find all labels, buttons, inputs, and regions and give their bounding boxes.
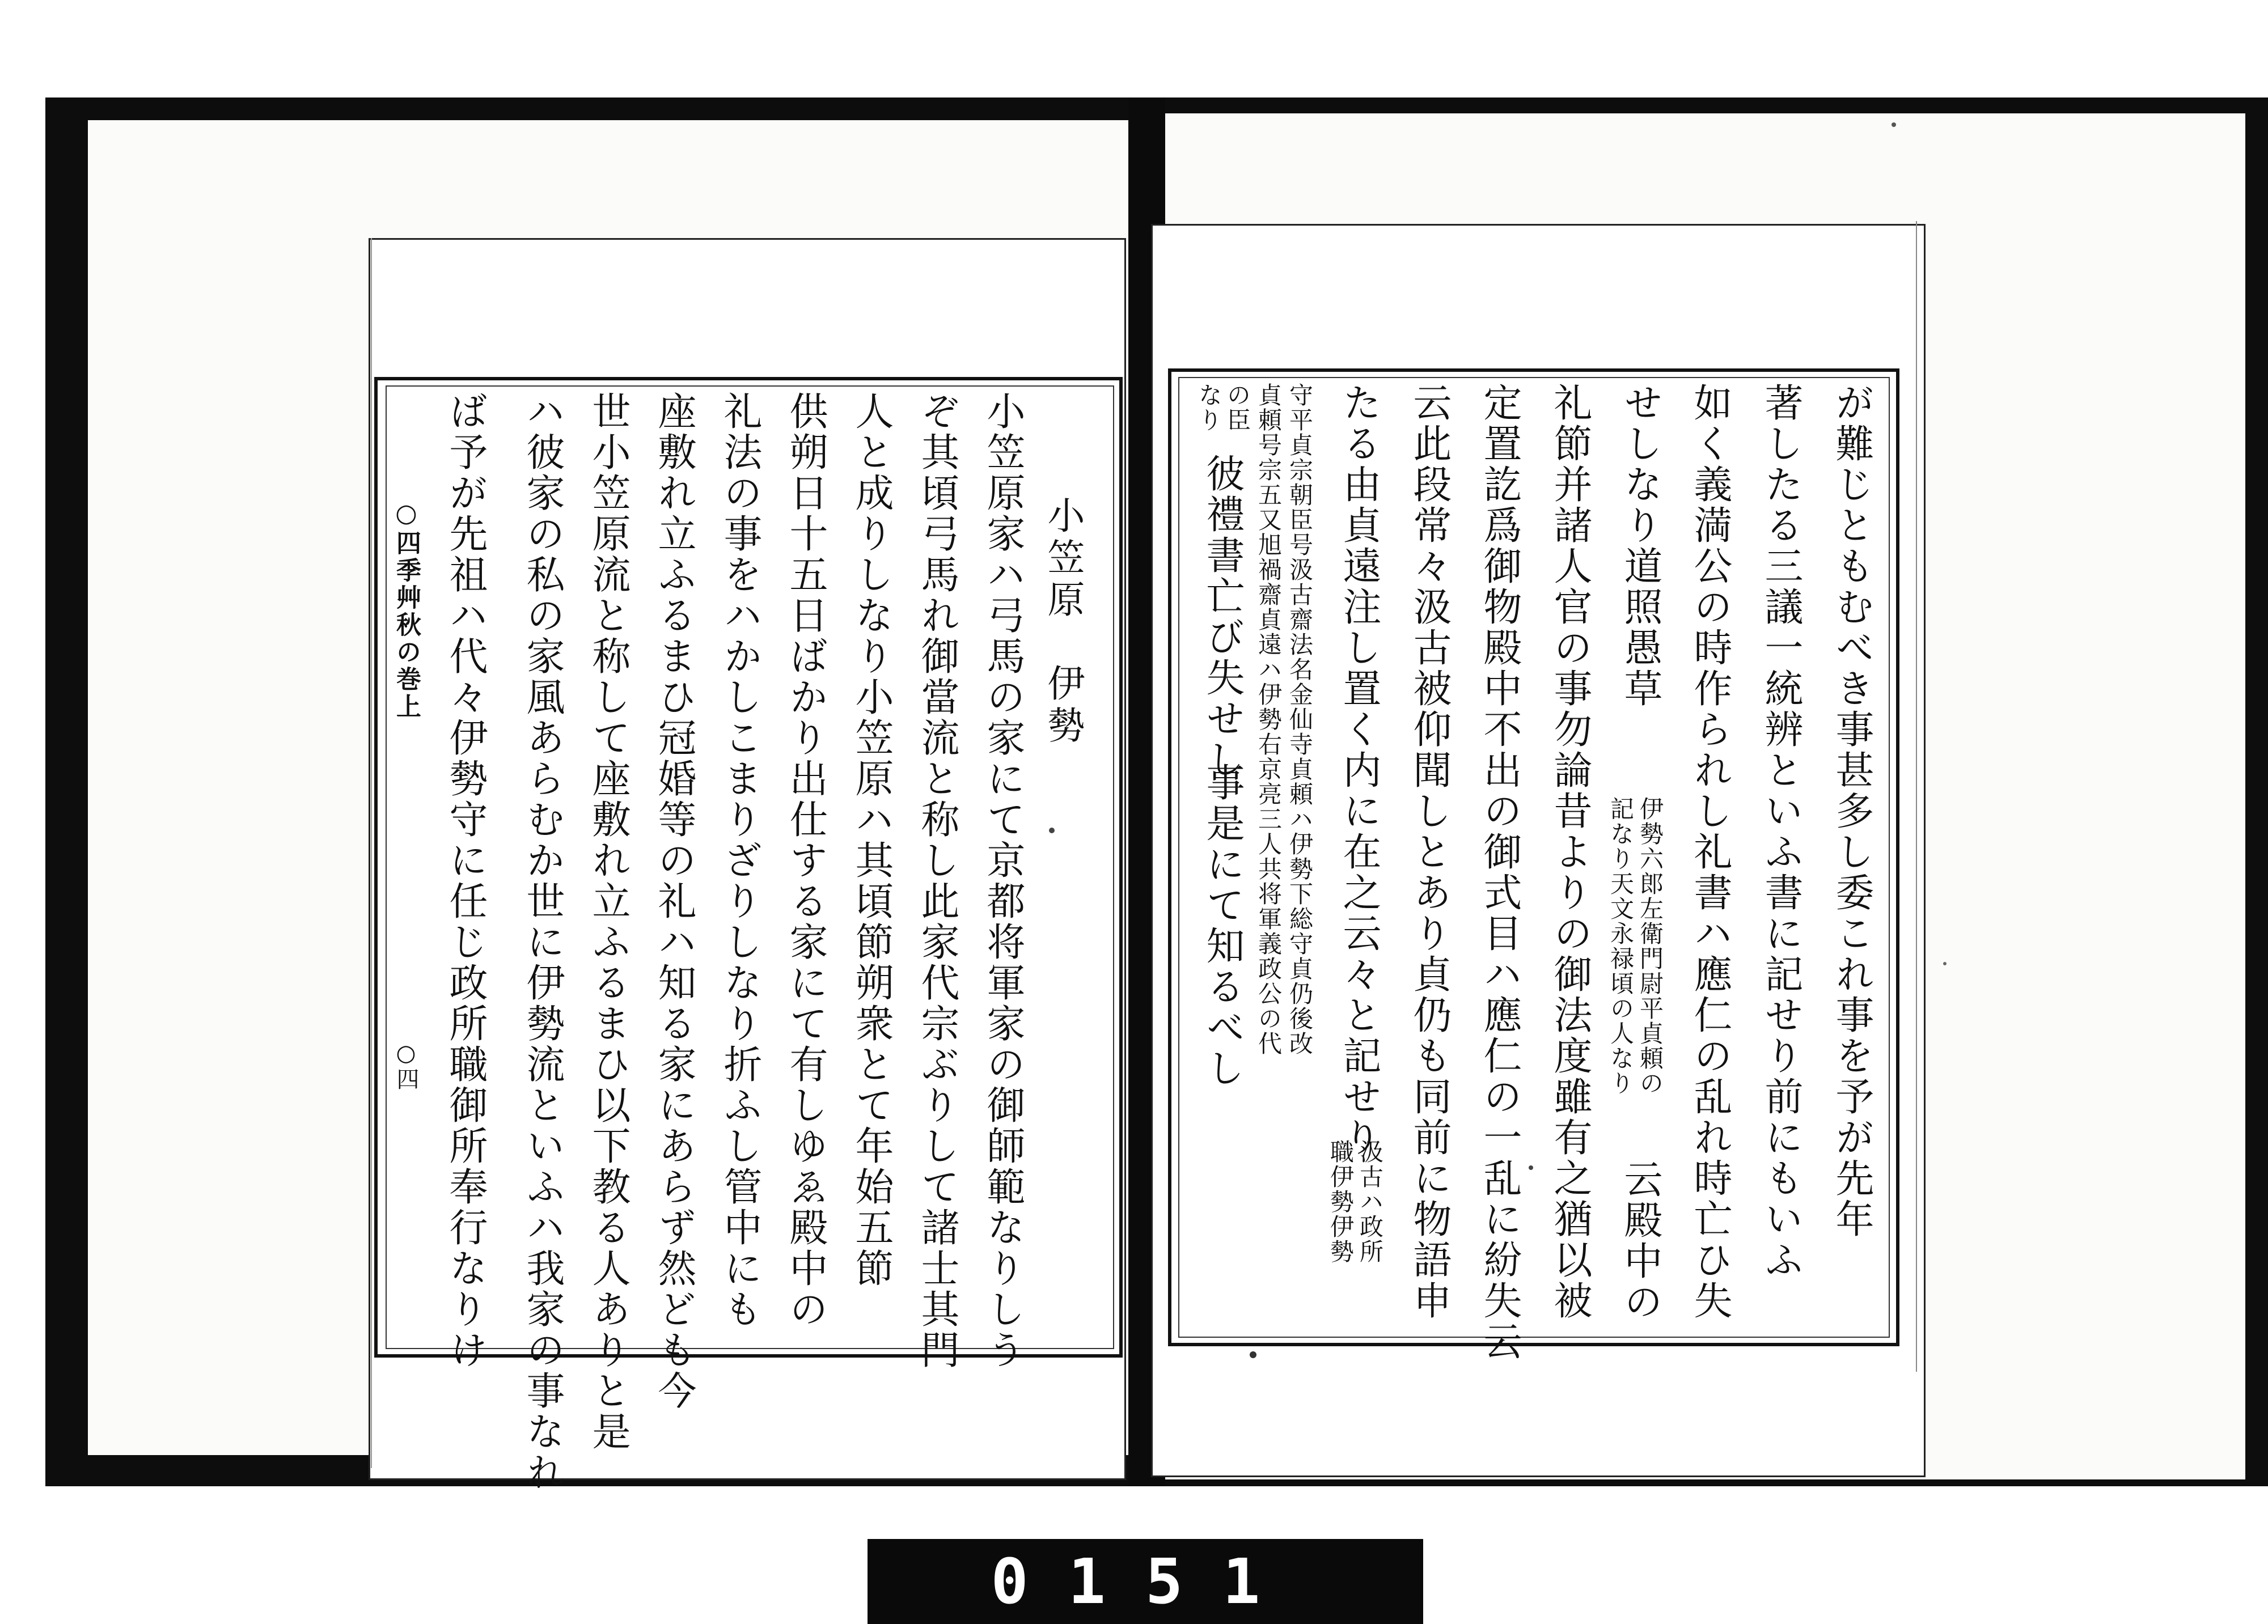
- text-column: 礼法の事をハかしこまりざりしなり折ふし管中にも: [717, 391, 762, 1330]
- annotation-note: 職伊勢伊勢: [1327, 1139, 1355, 1264]
- text-column: 定置訖爲御物殿中不出の御式目ハ應仁の一乱に紛失云: [1477, 383, 1522, 1362]
- annotation-note: 伊勢六郎左衛門尉平貞頼の: [1636, 796, 1664, 1096]
- text-column: 礼節并諸人官の事勿論昔よりの御法度雖有之猶以被: [1547, 383, 1592, 1321]
- text-column: ハ彼家の私の家風あらむか世に伊勢流といふハ我家の事なれ: [520, 391, 565, 1493]
- text-column: 彼禮書亡び失せし: [1200, 453, 1245, 780]
- text-column: が難じともむべき事甚多し委これ事を予が先年: [1829, 383, 1874, 1240]
- text-column: せしなり道照愚草: [1618, 383, 1662, 709]
- archive-stamp-number: 0151: [868, 1539, 1423, 1624]
- text-column: たる由貞遠注し置く内に在之云々と記せり: [1336, 383, 1381, 1158]
- section-heading: 小笠原 伊勢: [1041, 496, 1085, 748]
- annotation-note: 記なり天文永禄頃の人なり: [1607, 796, 1635, 1096]
- annotation-note: 守平貞宗朝臣号汲古齋法名金仙寺貞頼ハ伊勢下総守貞仍後改: [1286, 383, 1314, 1056]
- text-column: 世小笠原流と称して座敷れ立ふるまひ以下教る人ありと是: [586, 391, 631, 1452]
- text-column: 如く義満公の時作られし礼書ハ應仁の乱れ時亡ひ失: [1687, 383, 1732, 1321]
- margin-title: ○四季艸秋の巻上: [392, 499, 421, 720]
- text-column: 事是にて知るべし: [1200, 762, 1245, 1089]
- annotation-note: なり: [1195, 383, 1223, 432]
- annotation-note: 汲古ハ政所: [1356, 1139, 1384, 1264]
- annotation-note: の臣: [1224, 383, 1251, 432]
- text-column: 人と成りしなり小笠原ハ其頃節朔衆とて年始五節: [849, 391, 894, 1289]
- page-number: ○四: [393, 1040, 419, 1091]
- text-column: 著したる三議一統辨といふ書に記せり前にもいふ: [1758, 383, 1803, 1280]
- text-column: 供朔日十五日ばかり出仕する家にて有しゆゑ殿中の: [783, 391, 828, 1330]
- text-column: 座敷れ立ふるまひ冠婚等の礼ハ知る家にあらず然ども今: [651, 391, 696, 1411]
- text-column: ば予が先祖ハ代々伊勢守に任じ政所職御所奉行なりけ: [443, 391, 488, 1371]
- text-column: 云殿中の: [1618, 1159, 1662, 1322]
- text-column: 小笠原家ハ弓馬の家にて京都将軍家の御師範なりしう: [980, 391, 1025, 1371]
- text-column: ぞ其頃弓馬れ御當流と称し此家代宗ぶりして諸士其門: [915, 391, 959, 1371]
- text-column: 云此段常々汲古被仰聞しとあり貞仍も同前に物語申: [1407, 383, 1452, 1321]
- annotation-note: 貞頼号宗五又旭禍齋貞遠ハ伊勢右京亮三人共将軍義政公の代: [1255, 383, 1283, 1056]
